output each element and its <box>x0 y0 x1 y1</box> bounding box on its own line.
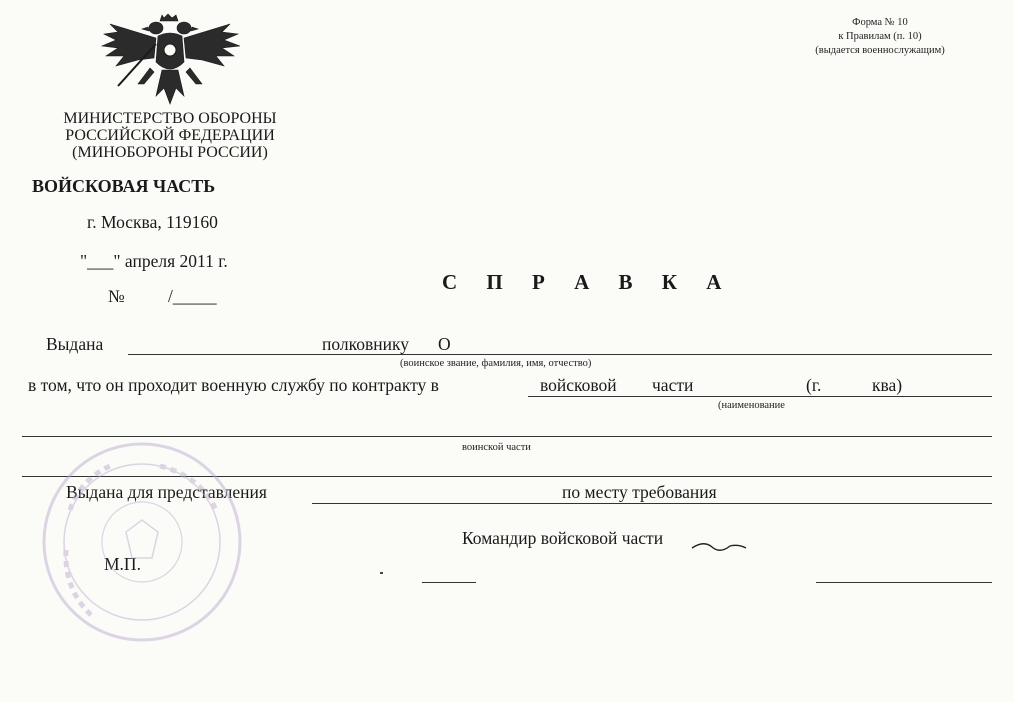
presented-label: Выдана для представления <box>66 482 267 502</box>
address: г. Москва, 119160 <box>87 212 218 232</box>
official-stamp-icon <box>40 440 244 644</box>
unit-caption-1: (наименование <box>718 400 785 411</box>
dot-mark <box>380 572 383 574</box>
eagle-emblem-icon <box>98 14 244 110</box>
ministry-line-3: (МИНОБОРОНЫ РОССИИ) <box>72 144 268 161</box>
unit-line <box>528 396 992 397</box>
signature-line-2 <box>816 582 992 583</box>
form-ref <box>770 16 990 58</box>
issued-caption: (воинское звание, фамилия, имя, отчество) <box>400 358 592 369</box>
form-ref-line-2: к Правилам (п. 10) <box>838 31 922 42</box>
ministry-line-2: РОССИЙСКОЙ ФЕДЕРАЦИИ <box>65 127 275 144</box>
ministry-line-1: МИНИСТЕРСТВО ОБОРОНЫ <box>63 110 277 127</box>
unit-caption-2: воинской части <box>462 442 531 453</box>
number-label: № <box>108 286 125 306</box>
signature-mark <box>690 538 750 552</box>
form-ref-line-1: Форма № 10 <box>852 17 908 28</box>
issued-line <box>128 354 992 355</box>
form-ref-line-3: (выдается военнослужащим) <box>815 45 945 56</box>
issued-rank: полковнику <box>322 334 409 354</box>
unit-name-1: войсковой <box>540 375 617 395</box>
issue-date: "___" апреля 2011 г. <box>80 251 228 271</box>
presented-line <box>312 503 992 504</box>
issued-label: Выдана <box>46 334 104 354</box>
document-title: С П Р А В К А <box>442 270 734 294</box>
number-value: /_____ <box>168 286 217 306</box>
signature-line-1 <box>422 582 476 583</box>
issued-name: О <box>438 334 451 354</box>
unit-line-2 <box>22 436 992 437</box>
unit-heading: ВОЙСКОВАЯ ЧАСТЬ <box>32 176 216 196</box>
ministry-block <box>40 110 300 161</box>
seal-place: М.П. <box>104 554 141 574</box>
city-suffix: ква) <box>872 375 903 395</box>
service-text: в том, что он проходит военную службу по контракту в <box>28 375 439 395</box>
city-prefix: (г. <box>806 375 822 395</box>
unit-name-2: части <box>652 375 694 395</box>
commander-label: Командир войсковой части <box>462 528 664 548</box>
presented-value: по месту требования <box>562 482 717 502</box>
